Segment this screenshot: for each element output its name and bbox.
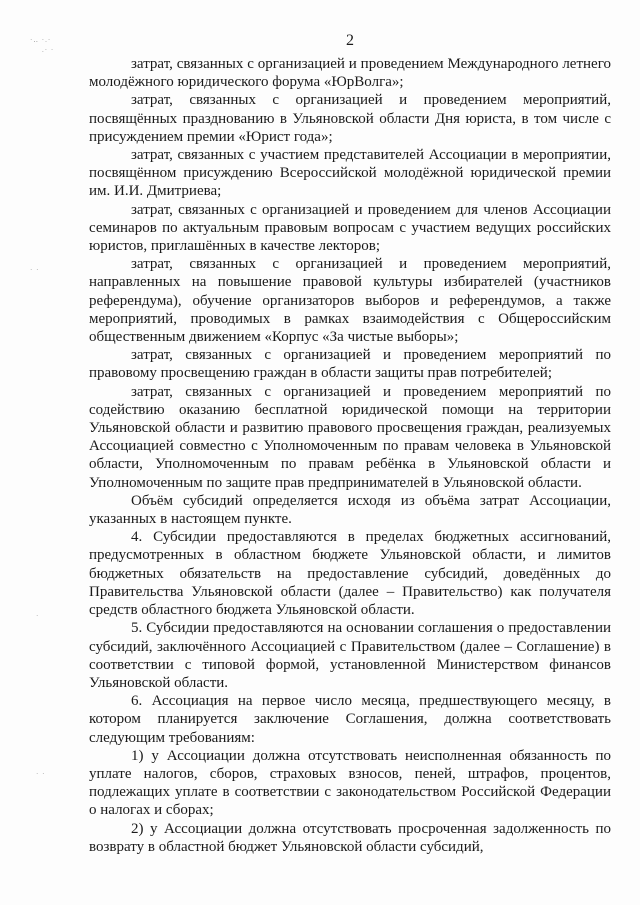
paragraph: Объём субсидий определяется исходя из объёма затрат Ассоциации, указанных в настоящем пункте.	[89, 492, 611, 528]
paragraph: затрат, связанных с организацией и проведением мероприятий по правовому просвещению граждан в области защиты прав потребителей;	[89, 347, 611, 382]
scan-artifact: · ·	[36, 770, 46, 778]
paragraph: 1) у Ассоциации должна отсутствовать неисполненная обязанность по уплате налогов, сборов, страховых взносов, пеней, штрафов, процентов, подлежащих уплате в соответствии с законодательством Российской Федерации о налогах и сборах;	[89, 747, 611, 819]
paragraph: 4. Субсидии предоставляются в пределах бюджетных ассигнований, предусмотренных в областном бюджете Ульяновской области, и лимитов бюджетных обязательств на предоставление субсидий, доведённых до Правительства Ульяновской области (далее – Правительство) как получателя средств областного бюджета Ульяновской области.	[89, 529, 611, 619]
paragraph: 5. Субсидии предоставляются на основании соглашения о предоставлении субсидий, заключённого Ассоциацией с Правительством (далее – Соглашение) в соответствии с типовой формой, установленной Министерством финансов Ульяновской области.	[89, 620, 611, 691]
paragraph: 2) у Ассоциации должна отсутствовать просроченная задолженность по возврату в областной бюджет Ульяновской области субсидий,	[89, 820, 611, 855]
paragraph: 6. Ассоциация на первое число месяца, предшествующего месяцу, в котором планируется заключение Соглашения, должна соответствовать следующим требованиям:	[89, 693, 611, 746]
paragraph: затрат, связанных с организацией и проведением мероприятий, направленных на повышение правовой культуры избирателей (участников референдума), обучение организаторов выборов и референдумов, а также мероприятий, проводимых в рамках взаимодействия с Общероссийским общественным движением «Корпус «За чистые выборы»;	[89, 256, 611, 346]
scan-artifact: ·‥ ·.·	[30, 36, 52, 44]
document-body	[89, 55, 611, 856]
scan-artifact: · ·	[30, 266, 40, 274]
paragraph: затрат, связанных с организацией и проведением Международного летнего молодёжного юридического форума «ЮрВолга»;	[89, 56, 611, 91]
scan-artifact: ·	[36, 612, 40, 620]
page-number: 2	[346, 32, 354, 49]
paragraph: затрат, связанных с организацией и проведением мероприятий, посвящённых празднованию в Ульяновской области Дня юриста, в том числе с присуждением премии «Юрист года»;	[89, 92, 611, 145]
paragraph: затрат, связанных с организацией и проведением мероприятий по содействию оказанию бесплатной юридической помощи на территории Ульяновской области и развитию правового просвещения граждан, реализуемых Ассоциацией совместно с Уполномоченным по правам человека в Ульяновской области, Уполномоченным по правам ребёнка в Ульяновской области и Уполномоченным по защите прав предпринимателей в Ульяновской области.	[89, 383, 611, 491]
scan-artifact: .· ·	[42, 46, 55, 54]
paragraph: затрат, связанных с участием представителей Ассоциации в мероприятии, посвящённом присуждению Всероссийской молодёжной юридической премии им. И.И. Дмитриева;	[89, 147, 611, 200]
paragraph: затрат, связанных с организацией и проведением для членов Ассоциации семинаров по актуальным правовым вопросам с участием ведущих российских юристов, приглашённых в качестве лекторов;	[89, 201, 611, 255]
